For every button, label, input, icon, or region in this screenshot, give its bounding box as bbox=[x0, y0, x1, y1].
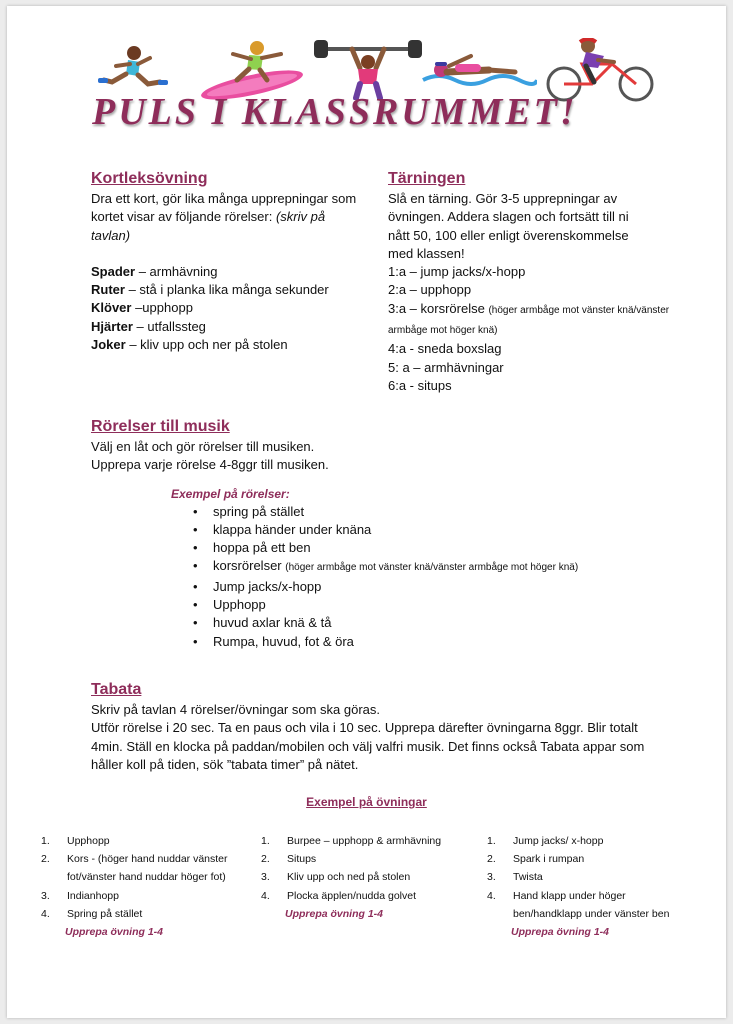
repeat-note: Upprepa övning 1-4 bbox=[511, 926, 610, 939]
musik-line-2: Upprepa varje rörelse 4-8ggr till musiken. bbox=[91, 457, 329, 473]
section-kortlek bbox=[91, 170, 366, 354]
tarning-item: 3:a – korsrörelse (höger armbåge mot vänster knä/vänster armbåge mot höger knä) bbox=[388, 300, 670, 337]
repeat-note: Upprepa övning 1-4 bbox=[285, 907, 384, 920]
swimmer-icon bbox=[419, 52, 537, 92]
list-item: • Upphopp bbox=[191, 596, 651, 614]
tarning-item: 6:a - situps bbox=[388, 377, 452, 393]
header-banner bbox=[7, 34, 726, 133]
kortlek-list bbox=[91, 263, 366, 354]
kortlek-intro-note: (skriv på tavlan) bbox=[91, 209, 326, 243]
list-item: 3. Twista bbox=[487, 871, 543, 884]
section-musik bbox=[91, 418, 651, 651]
kortlek-item: Ruter – stå i planka lika många sekunder bbox=[91, 282, 329, 298]
ovningar-column-3 bbox=[487, 832, 687, 941]
tarning-item: 5: a – armhävningar bbox=[388, 359, 504, 375]
page-title: PULS I KLASSRUMMET! bbox=[92, 91, 578, 133]
document-page bbox=[7, 6, 726, 1018]
kortlek-item: Hjärter – utfallssteg bbox=[91, 318, 206, 334]
list-item: 1. Burpee – upphopp & armhävning bbox=[261, 835, 442, 847]
list-item: 1. Jump jacks/ x-hopp bbox=[487, 835, 604, 847]
ovningar-column-1 bbox=[41, 832, 231, 941]
section-tarning bbox=[388, 170, 673, 395]
section-tabata bbox=[91, 681, 651, 774]
list-item: • Rumpa, huvud, fot & öra bbox=[191, 633, 651, 651]
list-item: • klappa händer under knäna bbox=[191, 521, 651, 539]
kortlek-heading: Kortleksövning bbox=[91, 170, 208, 187]
tarning-item: 2:a – upphopp bbox=[388, 282, 472, 298]
list-item: 4. Plocka äpplen/nudda golvet bbox=[261, 889, 417, 902]
list-item: • spring på stället bbox=[191, 503, 651, 521]
list-item: 2. Situps bbox=[261, 853, 317, 866]
tabata-line-1: Skriv på tavlan 4 rörelser/övningar som ska göras. bbox=[91, 702, 381, 717]
musik-line-1: Välj en låt och gör rörelser till musiken. bbox=[91, 439, 315, 454]
kortlek-item: Spader – armhävning bbox=[91, 263, 218, 279]
tarning-heading: Tärningen bbox=[388, 170, 466, 187]
kortlek-item: Klöver –upphopp bbox=[91, 300, 193, 316]
tarning-item: 4:a - sneda boxslag bbox=[388, 341, 502, 357]
list-item: 4. Hand klapp under höger ben/handklapp under vänster ben bbox=[487, 889, 670, 920]
list-item: • Jump jacks/x-hopp bbox=[191, 578, 651, 596]
musik-heading: Rörelser till musik bbox=[91, 418, 230, 435]
kortlek-item: Joker – kliv upp och ner på stolen bbox=[91, 337, 288, 353]
list-item: 1. Upphopp bbox=[41, 835, 110, 847]
list-item: 2. Kors - (höger hand nuddar vänster fot/vänster hand nuddar höger fot) bbox=[41, 853, 228, 884]
tarning-item: 1:a – jump jacks/x-hopp bbox=[388, 264, 526, 280]
musik-examples-heading: Exempel på rörelser: bbox=[171, 486, 290, 501]
ovningar-heading: Exempel på övningar bbox=[306, 795, 427, 809]
tarning-intro: Slå en tärning. Gör 3-5 upprepningar av övningen. Addera slagen och fortsätt till ni nått 50, 100 eller enligt överenskommelse med klassen! bbox=[388, 191, 629, 261]
tabata-line-2: Utför rörelse i 20 sec. Ta en paus och vila i 10 sec. Upprepa därefter övningarna 8ggr. Blir totalt 4min. Ställ en klocka på paddan/mobilen och välj valfri musik. Det finns också Tabata appar som håller koll på tiden, sök ”tabata timer” på nätet. bbox=[91, 720, 645, 772]
list-item: 3. Indianhopp bbox=[41, 889, 119, 902]
kortlek-intro bbox=[91, 190, 366, 245]
list-item: 3. Kliv upp och ned på stolen bbox=[261, 871, 411, 884]
tarning-list bbox=[388, 263, 673, 395]
list-item: 4. Spring på stället bbox=[41, 907, 143, 920]
tabata-heading: Tabata bbox=[91, 681, 142, 698]
list-item: 2. Spark i rumpan bbox=[487, 853, 585, 866]
musik-examples-list bbox=[191, 503, 651, 651]
runner-icon bbox=[82, 44, 172, 96]
repeat-note: Upprepa övning 1-4 bbox=[65, 926, 164, 939]
list-item: • korsrörelser (höger armbåge mot vänster knä/vänster armbåge mot höger knä) bbox=[191, 557, 651, 577]
list-item: • huvud axlar knä & tå bbox=[191, 614, 651, 632]
kortlek-intro-text: Dra ett kort, gör lika många upprepningar som kortet visar av följande rörelser: bbox=[91, 191, 357, 225]
ovningar-column-2 bbox=[261, 832, 461, 923]
list-item: • hoppa på ett ben bbox=[191, 539, 651, 557]
